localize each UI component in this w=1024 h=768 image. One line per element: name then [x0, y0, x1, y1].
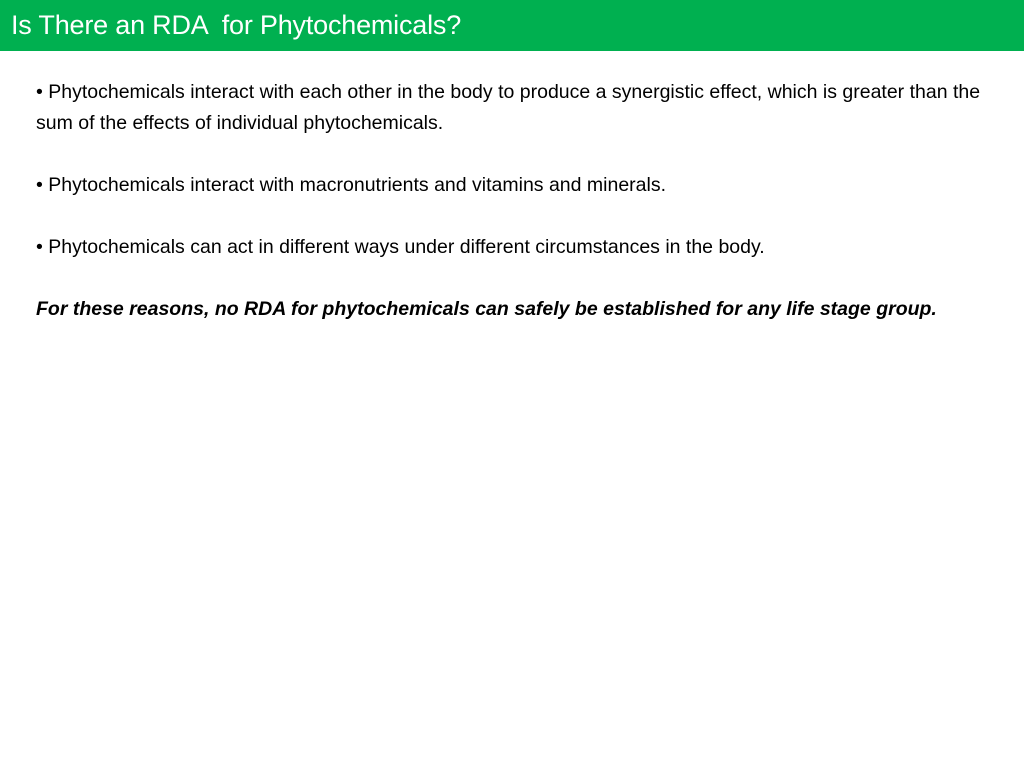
bullet-text: Phytochemicals can act in different ways under different circumstances in the body.: [48, 236, 765, 258]
bullet-glyph: •: [36, 174, 43, 196]
bullet-item: [36, 232, 986, 263]
bullet-text: Phytochemicals interact with each other in the body to produce a synergistic effect, which is greater than the sum of the effects of individual phytochemicals.: [36, 81, 981, 134]
conclusion-text: For these reasons, no RDA for phytochemicals can safely be established for any life stage group.: [36, 298, 937, 320]
bullet-glyph: •: [36, 236, 43, 258]
bullet-glyph: •: [36, 81, 43, 103]
slide-title: Is There an RDA for Phytochemicals?: [11, 10, 462, 40]
bullet-item: [36, 170, 986, 201]
title-bar: [0, 0, 1024, 51]
bullet-text: Phytochemicals interact with macronutrients and vitamins and minerals.: [48, 174, 667, 196]
slide-body: [36, 77, 986, 325]
bullet-item: [36, 77, 986, 139]
